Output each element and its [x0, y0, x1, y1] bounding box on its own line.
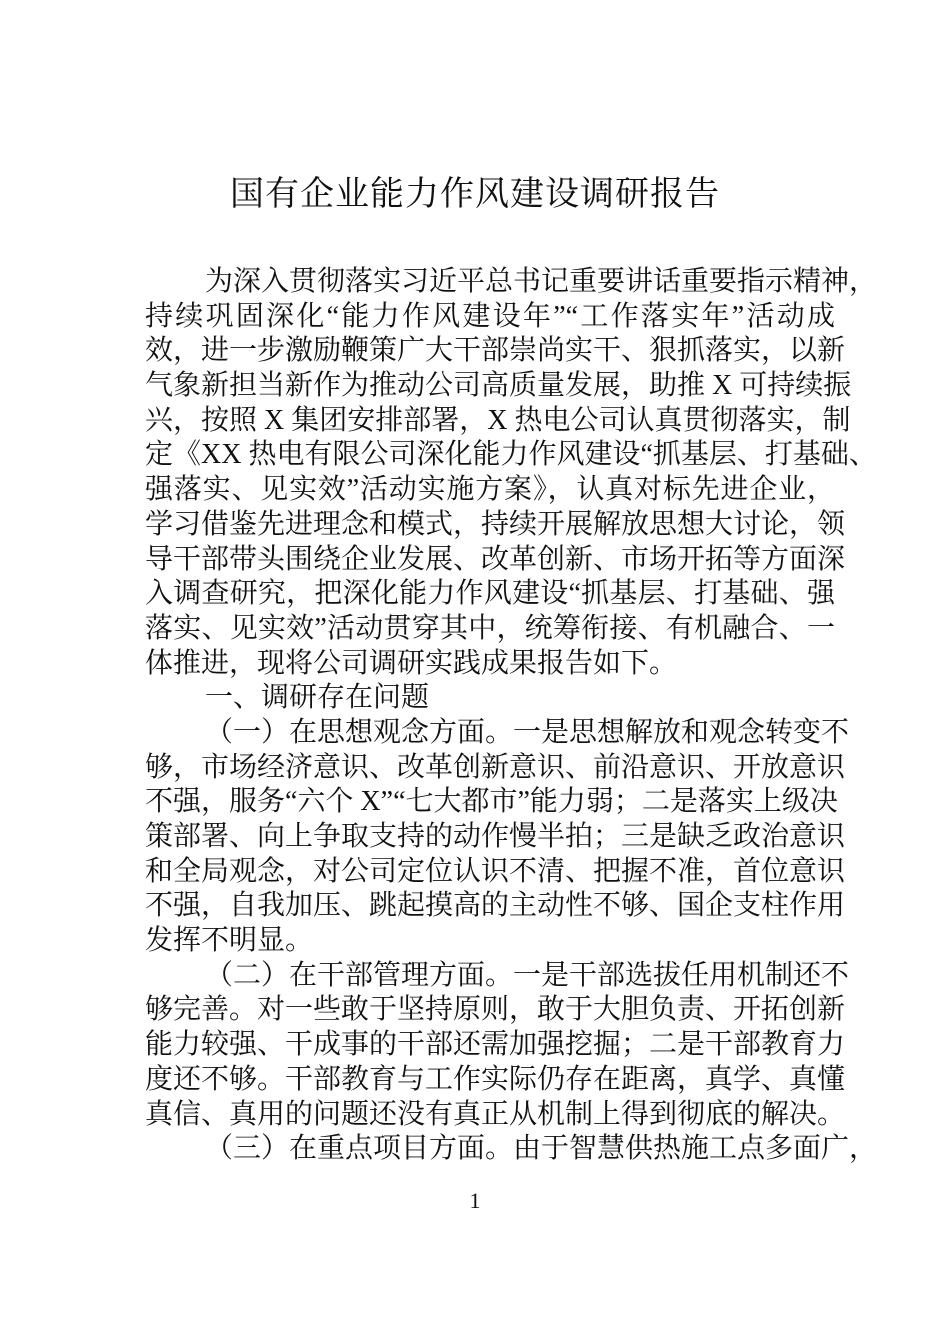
text-line: （一）在思想观念方面。一是思想解放和观念转变不: [205, 716, 850, 748]
text-line: 和全局观念，对公司定位认识不清、把握不准，首位意识: [145, 855, 846, 887]
text-line: （三）在重点项目方面。由于智慧供热施工点多面广，: [205, 1133, 878, 1165]
text-line: 能力较强、干成事的干部还需加强挖掘；二是干部教育力: [145, 1029, 846, 1061]
text-line: 效，进一步激励鞭策广大干部崇尚实干、狠抓落实，以新: [145, 335, 846, 367]
text-line: 够，市场经济意识、改革创新意识、前沿意识、开放意识: [145, 751, 846, 783]
text-line: 入调查研究，把深化能力作风建设“抓基层、打基础、强: [145, 578, 835, 610]
text-line: 一、调研存在问题: [205, 682, 430, 714]
text-line: 体推进，现将公司调研实践成果报告如下。: [145, 647, 678, 679]
document-body: [145, 265, 878, 1167]
text-line: 导干部带头围绕企业发展、改革创新、市场开拓等方面深: [145, 543, 846, 575]
text-line: 持续巩固深化“能力作风建设年”“工作落实年”活动成: [145, 300, 835, 332]
text-line: 落实、见实效”活动贯穿其中，统筹衔接、有机融合、一: [145, 612, 835, 644]
text-line: 发挥不明显。: [145, 925, 314, 957]
paragraph: [145, 959, 850, 1132]
text-line: 策部署、向上争取支持的动作慢半拍；三是缺乏政治意识: [145, 821, 846, 852]
section-heading: [145, 681, 835, 716]
page-number: 1: [469, 1188, 481, 1213]
text-line: （二）在干部管理方面。一是干部选拔任用机制还不: [205, 959, 850, 991]
text-line: 度还不够。干部教育与工作实际仍存在距离，真学、真懂: [145, 1063, 846, 1095]
text-line: 定《XX 热电有限公司深化能力作风建设“抓基层、打基础、: [145, 439, 877, 471]
document-title: 国有企业能力作风建设调研报告: [230, 176, 720, 213]
text-line: 够完善。对一些敢于坚持原则，敢于大胆负责、开拓创新: [145, 994, 846, 1026]
text-line: 学习借鉴先进理念和模式，持续开展解放思想大讨论，领: [145, 508, 846, 540]
text-line: 不强，自我加压、跳起摸高的主动性不够、国企支柱作用: [145, 890, 846, 922]
text-line: 不强，服务“六个 X”“七大都市”能力弱；二是落实上级决: [145, 786, 838, 818]
text-line: 兴，按照 X 集团安排部署，X 热电公司认真贯彻落实，制: [145, 404, 851, 436]
text-line: 强落实、见实效”活动实施方案》，认真对标先进企业，: [145, 474, 835, 506]
paragraph: [145, 1132, 878, 1167]
text-line: 为深入贯彻落实习近平总书记重要讲话重要指示精神，: [205, 266, 878, 297]
text-line: 真信、真用的问题还没有真正从机制上得到彻底的解决。: [145, 1098, 846, 1130]
text-line: 气象新担当新作为推动公司高质量发展，助推 X 可持续振: [145, 370, 852, 402]
paragraph: [145, 265, 878, 681]
paragraph: [145, 716, 850, 959]
